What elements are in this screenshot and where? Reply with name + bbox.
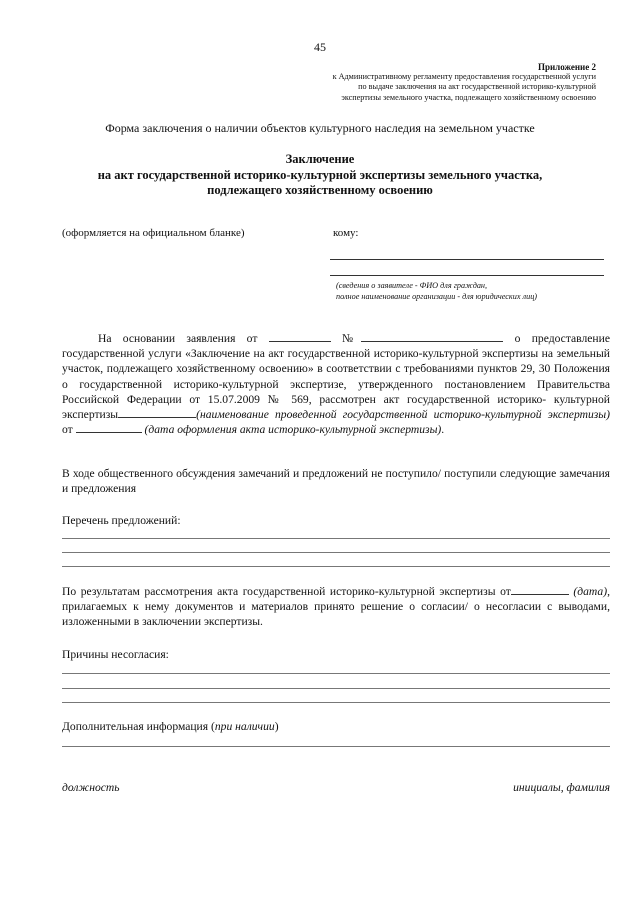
- disagreement-label: Причины несогласия:: [62, 648, 169, 661]
- appendix-header: [256, 62, 596, 103]
- proposals-line[interactable]: [62, 538, 610, 539]
- recipient-line[interactable]: [330, 259, 604, 260]
- additional-italic: при наличии: [214, 720, 275, 733]
- document-title-line2: на акт государственной историко-культурной экспертизы земельного участка,: [97, 167, 543, 182]
- appendix-line: к Административному регламенту предоставления государственной услуги: [332, 72, 596, 82]
- document-title-line3: подлежащего хозяйственному освоению: [207, 183, 433, 197]
- appendix-line: экспертизы земельного участка, подлежащего хозяйственному освоению: [341, 92, 596, 102]
- proposals-line[interactable]: [62, 566, 610, 567]
- para-text: .: [441, 423, 445, 437]
- appendix-line: по выдаче заключения на акт государственной историко-культурной: [358, 82, 596, 92]
- para-text: №: [341, 332, 362, 345]
- para-text: На основании заявления от: [98, 332, 258, 345]
- additional-info-label: [62, 720, 279, 733]
- document-title: [0, 152, 640, 199]
- form-title: Форма заключения о наличии объектов культурного наследия на земельном участке: [105, 121, 535, 135]
- para-text: По результатам рассмотрения акта государственной историко-культурной экспертизы от: [62, 585, 511, 598]
- para-text: о предоставление государственной услуги «Заключение на акт государственной историко-культурной экспертизы на земельный участок, подлежащего хозяйственному освоению» в соответствии с требованиями пунктов 29, 30 Положения о государственной историко-культурной экспертизе, утвержденного постановлением Правительства Российской Федерации от 15.07.2009 № 569, рассмотрен акт государственной историко- культурной экспертизы: [62, 332, 610, 422]
- disagreement-line[interactable]: [62, 688, 610, 689]
- additional-text: Дополнительная информация (: [62, 720, 215, 733]
- para-italic: (наименование проведенной государственной историко-культурной экспертизы): [196, 408, 610, 422]
- name-label: инициалы, фамилия: [513, 781, 610, 794]
- position-label: должность: [62, 781, 120, 794]
- para-text: от: [62, 423, 73, 437]
- para-italic: (дата оформления акта историко-культурной экспертизы): [144, 423, 442, 437]
- expertise-name-field[interactable]: [118, 407, 196, 418]
- to-label: кому:: [333, 227, 359, 239]
- recipient-line[interactable]: [330, 275, 604, 276]
- expertise-date-field[interactable]: [76, 422, 142, 433]
- proposals-label: Перечень предложений:: [62, 514, 181, 527]
- disagreement-line[interactable]: [62, 673, 610, 674]
- letterhead-note: (оформляется на официальном бланке): [62, 227, 245, 239]
- recipient-note-line1: (сведения о заявителе - ФИО для граждан,: [336, 281, 488, 290]
- additional-close: ): [274, 720, 279, 733]
- recipient-note-line2: полное наименование организации - для юридических лиц): [336, 292, 538, 301]
- application-date-field[interactable]: [269, 331, 331, 342]
- discussion-paragraph: В ходе общественного обсуждения замечаний и предложений не поступило/ поступили следующие замечания и предложения: [62, 467, 610, 496]
- decision-paragraph: [62, 584, 610, 630]
- application-number-field[interactable]: [361, 331, 503, 342]
- additional-info-line[interactable]: [62, 746, 610, 747]
- decision-date-field[interactable]: [511, 584, 569, 595]
- disagreement-line[interactable]: [62, 702, 610, 703]
- appendix-title: Приложение 2: [537, 62, 596, 72]
- para-italic: (дата): [573, 585, 608, 598]
- basis-paragraph: [62, 331, 610, 437]
- document-title-line1: Заключение: [285, 152, 355, 166]
- para-text: , прилагаемых к нему документов и материалов принято решение о согласии/ о несогласии с выводами, изложенными в заключении экспертизы.: [62, 585, 610, 629]
- page-number: 45: [314, 40, 326, 54]
- recipient-note: [336, 280, 537, 302]
- proposals-line[interactable]: [62, 552, 610, 553]
